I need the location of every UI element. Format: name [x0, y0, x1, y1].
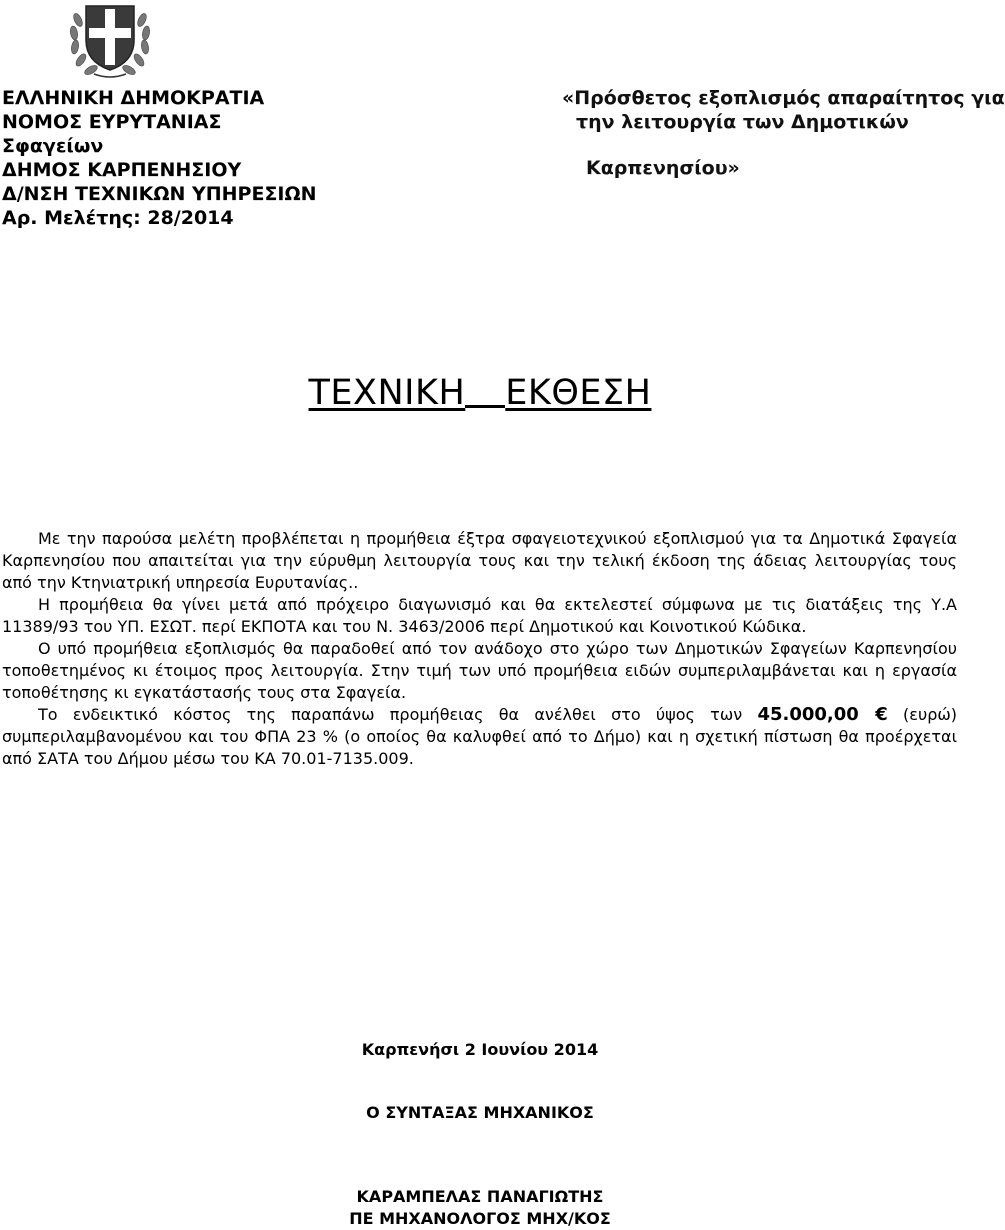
- signatory-block: [0, 1186, 960, 1230]
- issuer-municipality: ΔΗΜΟΣ ΚΑΡΠΕΝΗΣΙΟΥ: [2, 159, 242, 181]
- report-body: [2, 528, 957, 770]
- project-title-line-2: την λειτουργία των Δημοτικών: [576, 111, 909, 133]
- cost-amount: 45.000,00 €: [757, 704, 888, 725]
- title-underline-gap: [465, 404, 505, 408]
- cost-text-after: (ευρώ) συμπεριλαμβανομένου και του ΦΠΑ 23 % (ο οποίος θα καλυφθεί από το Δήμο) και η σχετική πίστωση θα προέρχεται από ΣΑΤΑ του Δήμου μέσω του ΚΑ 70.01-7135.009.: [2, 705, 957, 768]
- signatory-title: ΠΕ ΜΗΧΑΝΟΛΟΓΟΣ ΜΗΧ/ΚΟΣ: [349, 1209, 611, 1228]
- issuer-country: ΕΛΛΗΝΙΚΗ ΔΗΜΟΚΡΑΤΙΑ: [2, 87, 265, 109]
- issuer-overflow-text: Σφαγείων: [2, 135, 104, 157]
- cost-text-before: Το ενδεικτικό κόστος της παραπάνω προμήθειας θα ανέλθει στο ύψος των: [38, 705, 743, 724]
- signatory-role: Ο ΣΥΝΤΑΞΑΣ ΜΗΧΑΝΙΚΟΣ: [366, 1103, 594, 1122]
- body-paragraph-4: [2, 704, 957, 770]
- signatory-name: ΚΑΡΑΜΠΕΛΑΣ ΠΑΝΑΓΙΩΤΗΣ: [356, 1187, 604, 1206]
- project-title-line-3: Καρπενησίου»: [586, 157, 740, 179]
- document-title-word-2: ΕΚΘΕΣΗ: [505, 373, 652, 413]
- body-paragraph-3: Ο υπό προμήθεια εξοπλισμός θα παραδοθεί από τον ανάδοχο στο χώρο των Δημοτικών Σφαγείων Καρπενησίου τοποθετημένος κι έτοιμος προς λειτουργία. Στην τιμή των υπό προμήθεια ειδών συμπεριλαμβάνεται και η εργασία τοποθέτησης κι εγκατάστασής τους στα Σφαγεία.: [2, 639, 957, 702]
- body-paragraph-1: Με την παρούσα μελέτη προβλέπεται η προμήθεια έξτρα σφαγειοτεχνικού εξοπλισμού για τα Δημοτικά Σφαγεία Καρπενησίου που απαιτείται για την εύρυθμη λειτουργία τους και την τελική έκδοση της άδειας λειτουργίας τους από την Κτηνιατρική υπηρεσία Ευρυτανίας..: [2, 529, 957, 592]
- project-title-line-1: «Πρόσθετος εξοπλισμός απαραίτητος για: [562, 87, 1005, 109]
- greek-coat-of-arms-icon: [64, 0, 156, 80]
- signature-date: Καρπενήσι 2 Ιουνίου 2014: [361, 1040, 599, 1059]
- issuer-department: Δ/ΝΣΗ ΤΕΧΝΙΚΩΝ ΥΠΗΡΕΣΙΩΝ: [2, 183, 317, 205]
- project-title-block: [562, 86, 1005, 180]
- document-title: [0, 373, 960, 413]
- issuer-block: [2, 86, 332, 230]
- issuer-prefecture: ΝΟΜΟΣ ΕΥΡΥΤΑΝΙΑΣ: [2, 111, 222, 133]
- study-number: Αρ. Μελέτης: 28/2014: [2, 207, 234, 229]
- body-paragraph-2: Η προμήθεια θα γίνει μετά από πρόχειρο διαγωνισμό και θα εκτελεστεί σύμφωνα με τις διατάξεις της Υ.Α 11389/93 του ΥΠ. ΕΣΩΤ. περί ΕΚΠΟΤΑ και του Ν. 3463/2006 περί Δημοτικού και Κοινοτικού Κώδικα.: [2, 595, 957, 636]
- document-title-word-1: ΤΕΧΝΙΚΗ: [308, 373, 466, 413]
